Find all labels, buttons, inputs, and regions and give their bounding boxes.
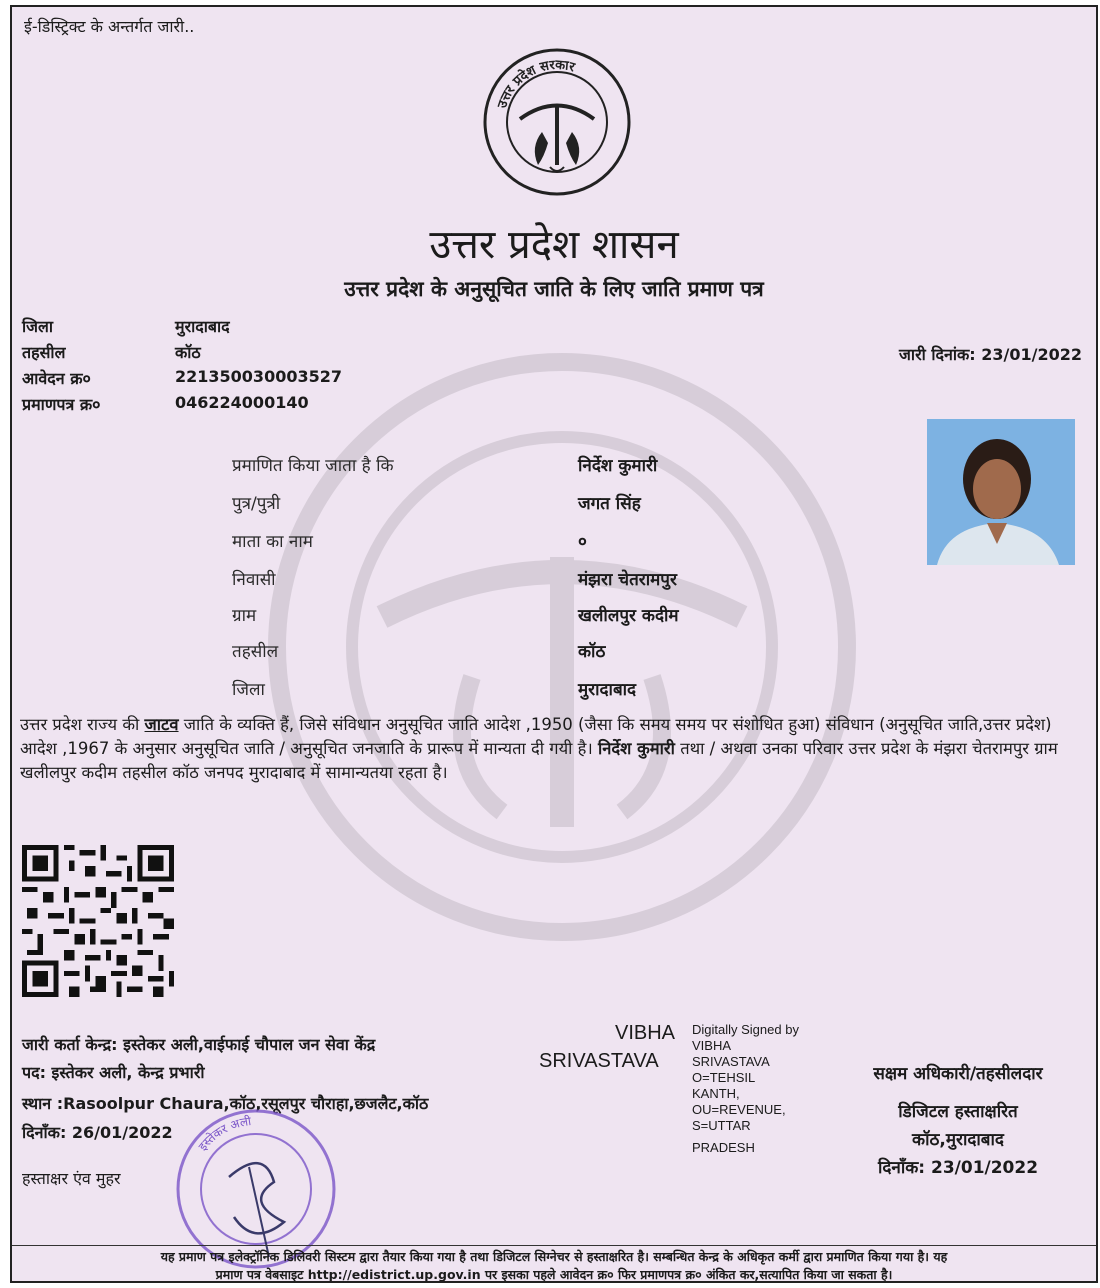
issue-date-label: जारी दिनांक: (899, 345, 976, 364)
page-title: उत्तर प्रदेश शासन (429, 222, 679, 268)
digital-signer-name-1: VIBHA (615, 1022, 676, 1044)
field-value-mother: ० (578, 532, 587, 552)
certificate-page (10, 5, 1098, 1283)
caste-name: जाटव (144, 715, 179, 734)
statement-part-2: जाति के व्यक्ति हैं, जिसे संविधान अनुसूचित जाति आदेश ,1950 (जैसा कि समय समय पर संशोधित हुआ) संविधान (अनुसूचित जाति,उत्तर प्रदेश) आदेश ,1967 के अनुसार अनुसूचित जाति / अनुसूचित जनजाति के प्रारूप में मान्यता दी गयी है। (20, 715, 1052, 758)
application-no-label: आवेदन क्र० (22, 369, 91, 388)
field-label-certified: प्रमाणित किया जाता है कि (232, 456, 394, 476)
sig-line: VIBHA (692, 1038, 732, 1053)
footer-line-2: प्रमाण पत्र वेबसाइट http://edistrict.up.gov.in पर इसका पहले आवेदन क्र० फिर प्रमाणपत्र क्र० अंकित कर,सत्यापित किया जा सकता है। (215, 1267, 893, 1282)
footer-line-1: यह प्रमाण पत्र इलेक्ट्रॉनिक डिलिवरी सिस्टम द्वारा तैयार किया गया है तथा डिजिटल सिग्नेचर से हस्ताक्षरित है। सम्बन्धित केन्द्र के अधिकृत कर्मी द्वारा प्रमाणित किया गया है। यह (160, 1249, 948, 1264)
digital-signer-name-2: SRIVASTAVA (539, 1050, 659, 1072)
application-no-value: 221350030003527 (175, 367, 342, 386)
sig-line: KANTH, (692, 1086, 740, 1101)
sig-line: Digitally Signed by (692, 1022, 799, 1037)
field-value-district: मुरादाबाद (578, 680, 637, 700)
stamp-text: इस्तेकर अली (195, 1114, 253, 1154)
tehsil-value: कॉठ (175, 343, 201, 362)
sig-line: S=UTTAR (692, 1118, 751, 1133)
issuer-place: स्थान :Rasoolpur Chaura,कॉठ,रसूलपुर चौराहा,छजलैट,कॉठ (22, 1094, 429, 1113)
certificate-subtitle: उत्तर प्रदेश के अनुसूचित जाति के लिए जाति प्रमाण पत्र (344, 277, 764, 301)
emblem-text: उत्तर प्रदेश सरकार (495, 57, 577, 111)
footer-note (12, 1245, 1096, 1283)
certificate-no-label: प्रमाणपत्र क्र० (22, 395, 101, 414)
issuer-date: दिनाँक: 26/01/2022 (22, 1123, 173, 1142)
issuing-center: जारी कर्ता केन्द्र: इस्तेकर अली,वाईफाई चौपाल जन सेवा केंद्र (22, 1035, 376, 1054)
header-note: ई-डिस्ट्रिक्ट के अन्तर्गत जारी.. (24, 17, 195, 36)
statement-part-3: तथा / अथवा उनका परिवार उत्तर प्रदेश के मंझरा चेतरामपुर ग्राम खलीलपुर कदीम तहसील कॉठ जनपद मुरादाबाद में सामान्यतया रहता है। (20, 739, 1058, 782)
applicant-photo (927, 419, 1075, 565)
district-label: जिला (22, 317, 54, 336)
issue-date-value: 23/01/2022 (981, 345, 1082, 364)
signature-seal-label: हस्ताक्षर एंव मुहर (22, 1169, 121, 1188)
field-label-district: जिला (232, 680, 265, 700)
certificate-no-value: 046224000140 (175, 393, 309, 412)
issuer-post: पद: इस्तेकर अली, केन्द्र प्रभारी (22, 1063, 205, 1082)
field-label-village: ग्राम (232, 606, 257, 626)
authority-title: सक्षम अधिकारी/तहसीलदार (873, 1064, 1043, 1084)
field-label-resident: निवासी (232, 570, 276, 590)
watermark-emblem (262, 347, 862, 947)
field-value-village: खलीलपुर कदीम (578, 606, 679, 626)
field-value-name: निर्देश कुमारी (578, 456, 658, 476)
digitally-signed-label: डिजिटल हस्ताक्षरित (898, 1102, 1018, 1122)
tehsil-label: तहसील (22, 343, 66, 362)
sig-line: OU=REVENUE, (692, 1102, 786, 1117)
qr-code[interactable] (22, 845, 174, 997)
statement-name: निर्देश कुमारी (597, 739, 675, 758)
statement-part-1: उत्तर प्रदेश राज्य की (20, 715, 140, 734)
certificate-statement (20, 713, 1086, 785)
issue-date (899, 343, 1082, 365)
authority-place: कॉठ,मुरादाबाद (912, 1130, 1004, 1150)
field-label-tehsil: तहसील (232, 642, 279, 662)
svg-text:उत्तर प्रदेश सरकार (495, 58, 577, 111)
district-value: मुरादाबाद (175, 317, 230, 336)
authority-date: दिनाँक: 23/01/2022 (877, 1158, 1039, 1178)
sig-line: O=TEHSIL (692, 1070, 756, 1085)
field-value-resident: मंझरा चेतरामपुर (578, 570, 677, 590)
sig-line: SRIVASTAVA (692, 1054, 770, 1069)
digital-signature-details (692, 1022, 799, 1156)
svg-text:इस्तेकर अली (196, 1114, 253, 1153)
field-label-parent: पुत्र/पुत्री (232, 494, 281, 514)
sig-line: PRADESH (692, 1140, 755, 1155)
field-value-tehsil: कॉठ (578, 642, 606, 662)
field-value-parent: जगत सिंह (578, 494, 641, 514)
field-label-mother: माता का नाम (232, 532, 313, 552)
up-government-emblem (482, 47, 632, 197)
